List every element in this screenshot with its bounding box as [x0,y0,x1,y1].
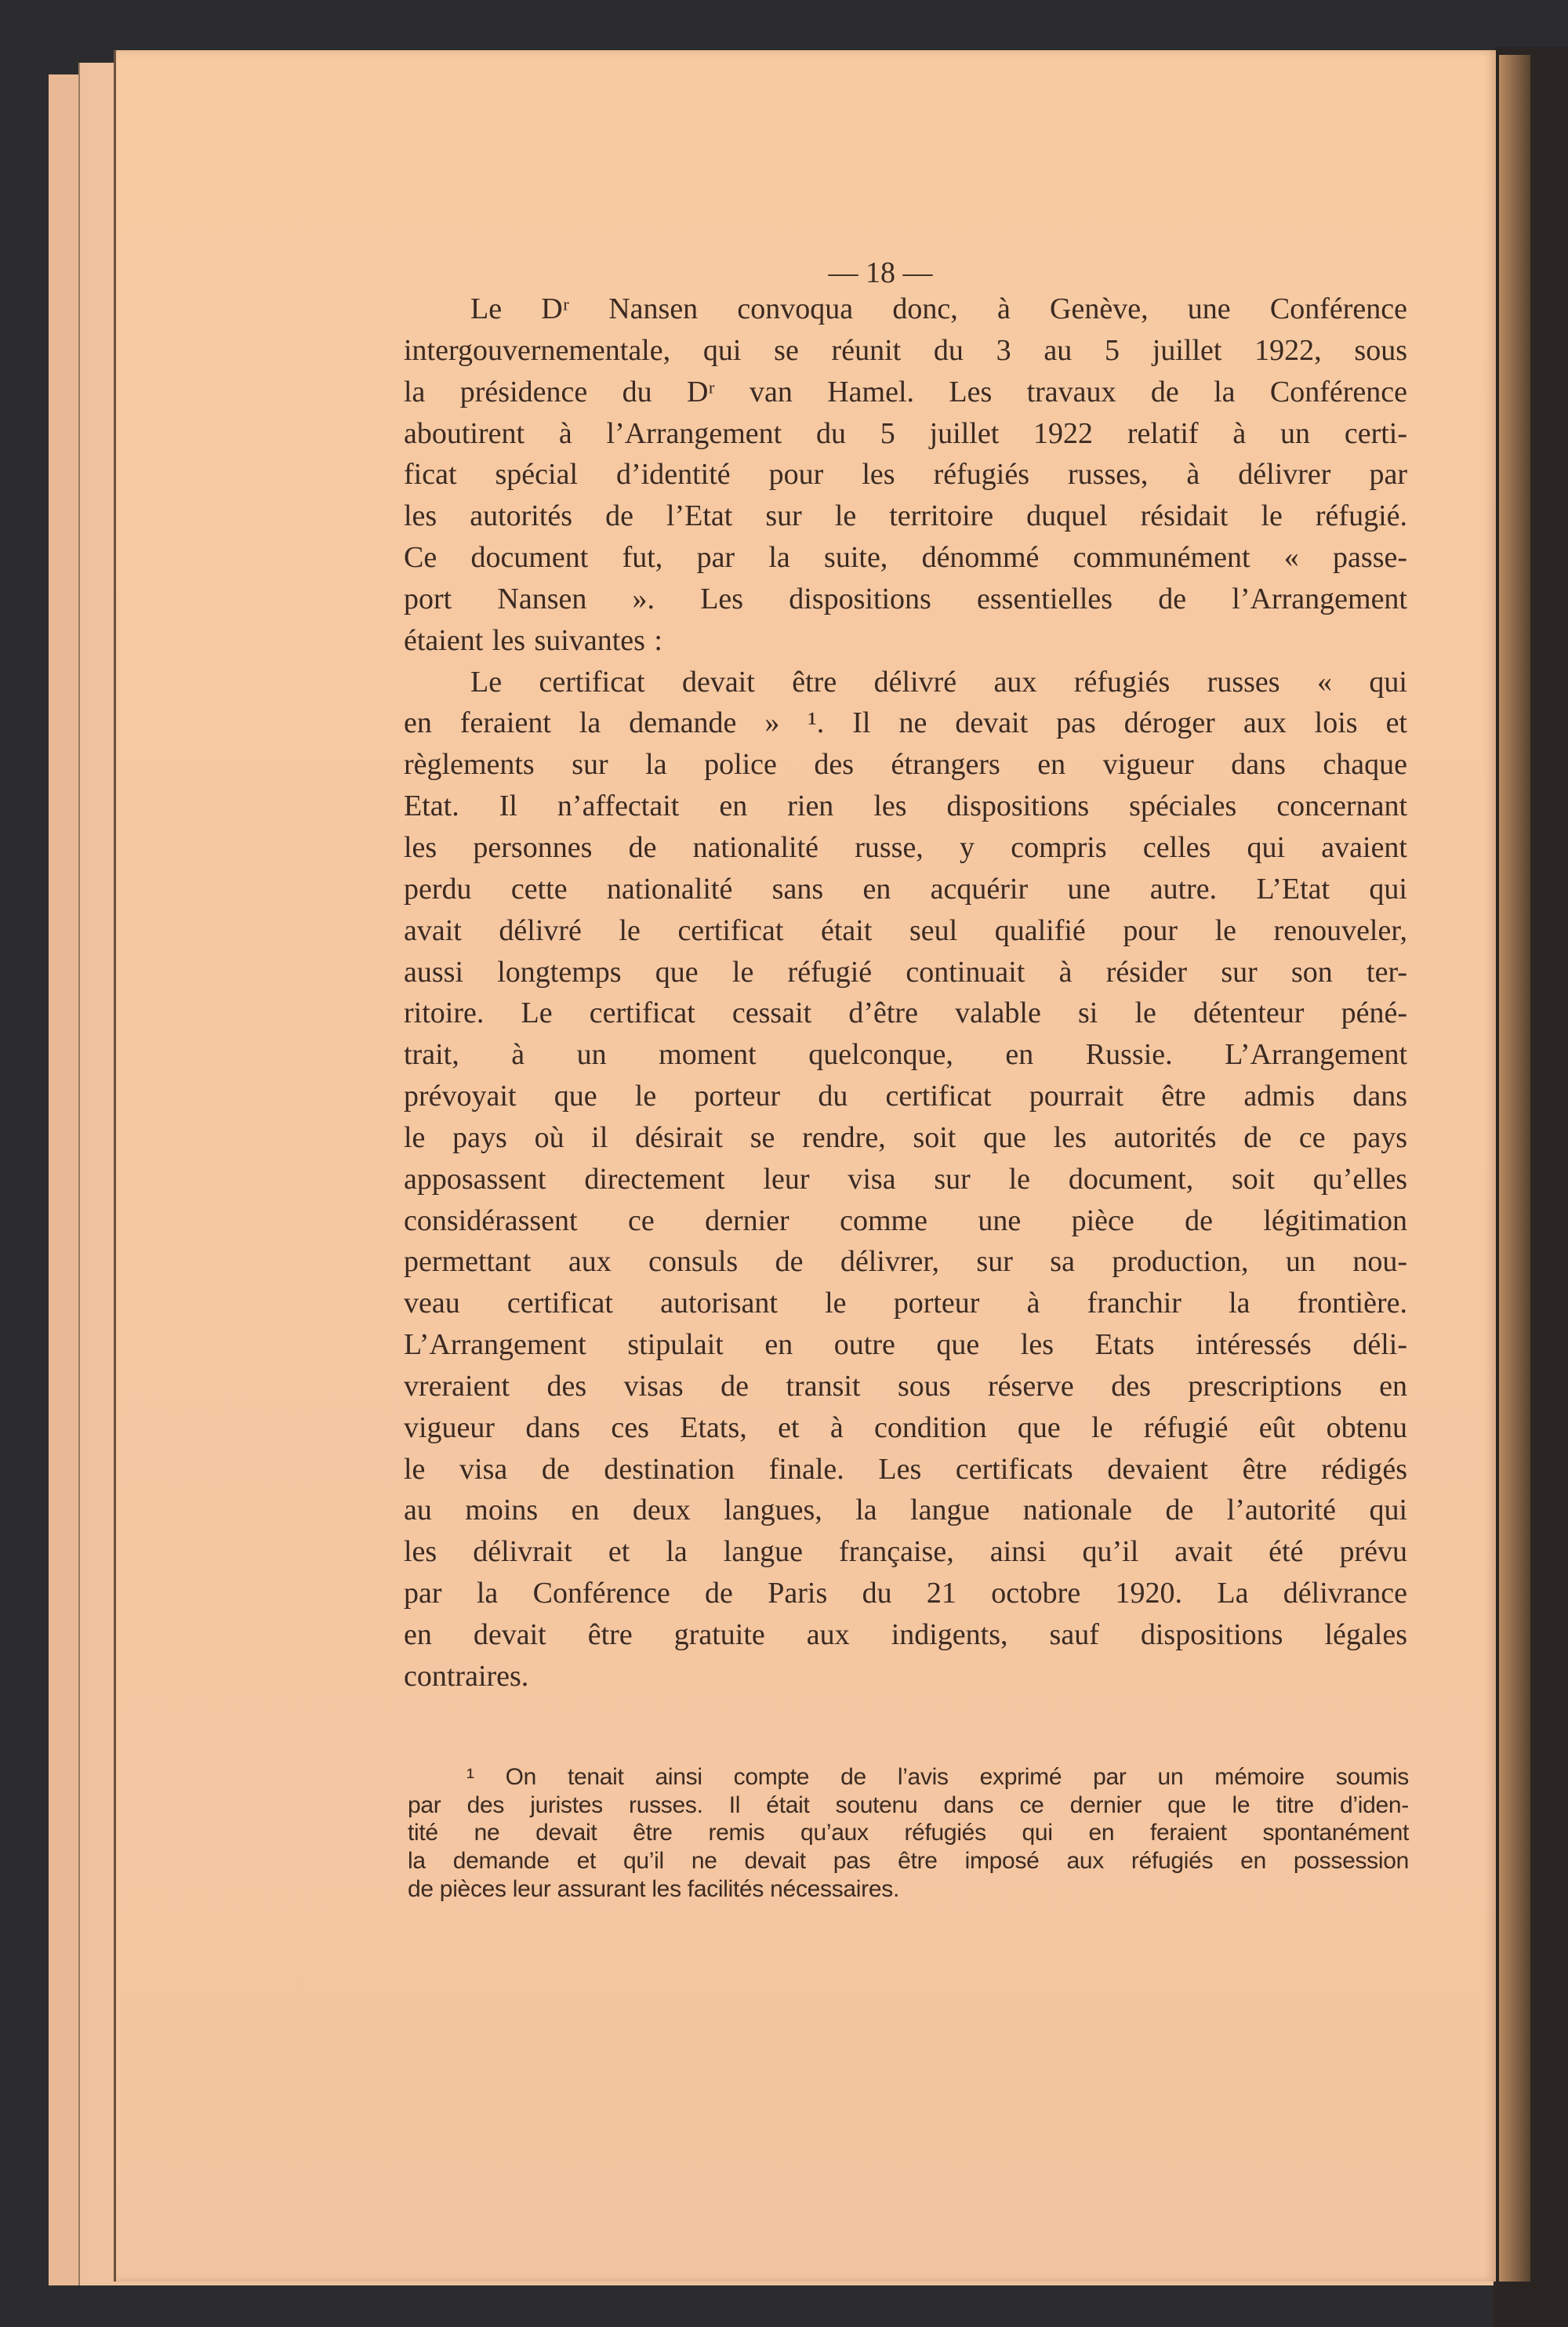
body-line: étaient les suivantes : [404,623,662,657]
body-line: veau certificat autorisant le porteur à franchir la frontière. [404,1287,1407,1320]
body-line: en devait être gratuite aux indigents, sauf dispositions légales [404,1618,1407,1651]
footnote-line: la demande et qu’il ne devait pas être imposé aux réfugiés en possession [408,1848,1409,1875]
body-line: Ce document fut, par la suite, dénommé communément « passe- [404,541,1407,575]
body-line: port Nansen ». Les dispositions essentielles de l’Arrangement [404,582,1407,615]
body-line: le pays où il désirait se rendre, soit que les autorités de ce pays [404,1120,1407,1154]
body-line: règlements sur la police des étrangers en vigueur dans chaque [404,748,1407,782]
body-line: Le Dʳ Nansen convoqua donc, à Genève, une Conférence [470,292,1407,325]
body-line: avait délivré le certificat était seul qualifié pour le renouveler, [404,913,1407,947]
body-line: apposassent directement leur visa sur le document, soit qu’elles [404,1162,1407,1196]
footnote-line: de pièces leur assurant les facilités nécessaires. [408,1875,899,1902]
body-line: vigueur dans ces Etats, et à condition que le réfugié eût obtenu [404,1410,1407,1444]
facing-page-edge [1499,55,1530,2282]
footnote-line: par des juristes russes. Il était soutenu dans ce dernier que le titre d’iden- [408,1792,1409,1818]
body-text [404,289,1407,1697]
body-line: L’Arrangement stipulait en outre que les Etats intéressés déli- [404,1328,1407,1362]
body-line: les autorités de l’Etat sur le territoire duquel résidait le réfugié. [404,499,1407,533]
body-line: les délivrait et la langue française, ainsi qu’il avait été prévu [404,1535,1407,1569]
body-line: prévoyait que le porteur du certificat pourrait être admis dans [404,1080,1407,1113]
body-line: contraires. [404,1659,529,1693]
body-line: aussi longtemps que le réfugié continuait à résider sur son ter- [404,955,1407,989]
body-line: en feraient la demande » ¹. Il ne devait pas déroger aux lois et [404,706,1407,740]
body-line: Etat. Il n’affectait en rien les dispositions spéciales concernant [404,790,1407,823]
footnote-line: ¹ On tenait ainsi compte de l’avis exprimé par un mémoire soumis [466,1764,1409,1790]
body-line: permettant aux consuls de délivrer, sur sa production, un nou- [404,1245,1407,1279]
footnote [408,1763,1409,1903]
body-line: intergouvernementale, qui se réunit du 3 au 5 juillet 1922, sous [404,333,1407,367]
footnote-line: tité ne devait être remis qu’aux réfugiés qui en feraient spontanément [408,1820,1409,1846]
body-line: la présidence du Dʳ van Hamel. Les travaux de la Conférence [404,375,1407,408]
page-number: — 18 — [828,256,933,289]
body-line: les personnes de nationalité russe, y compris celles qui avaient [404,830,1407,864]
body-line: ficat spécial d’identité pour les réfugiés russes, à délivrer par [404,458,1407,492]
body-line: Le certificat devait être délivré aux réfugiés russes « qui [470,665,1407,699]
body-line: le visa de destination finale. Les certificats devaient être rédigés [404,1452,1407,1486]
body-line: considérassent ce dernier comme une pièce de légitimation [404,1203,1407,1237]
body-line: aboutirent à l’Arrangement du 5 juillet 1922 relatif à un certi- [404,416,1407,450]
body-line: au moins en deux langues, la langue nationale de l’autorité qui [404,1494,1407,1527]
body-line: ritoire. Le certificat cessait d’être valable si le détenteur péné- [404,997,1407,1030]
body-line: trait, à un moment quelconque, en Russie. L’Arrangement [404,1038,1407,1072]
body-line: perdu cette nationalité sans en acquérir une autre. L’Etat qui [404,872,1407,906]
body-line: vreraient des visas de transit sous réserve des prescriptions en [404,1369,1407,1403]
body-line: par la Conférence de Paris du 21 octobre 1920. La délivrance [404,1577,1407,1610]
